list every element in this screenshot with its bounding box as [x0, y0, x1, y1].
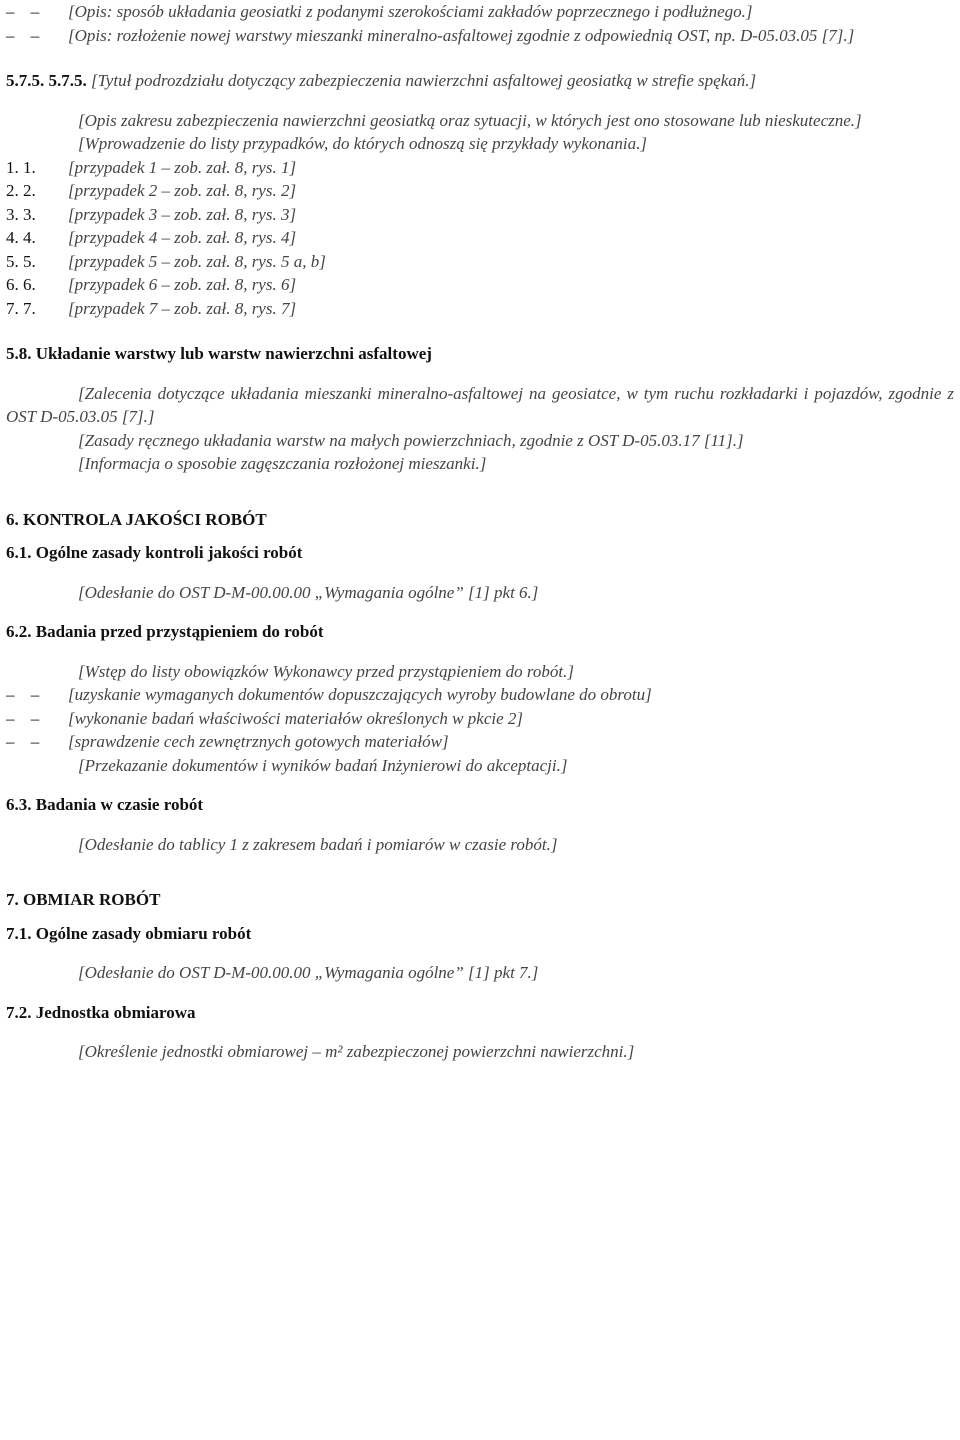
- section-title: [Tytuł podrozdziału dotyczący zabezpieczenia nawierzchni asfaltowej geosiatką w strefie spękań.]: [91, 71, 757, 90]
- list-item-text: [przypadek 4 – zob. zał. 8, rys. 4]: [68, 228, 297, 247]
- paragraph: [Wstęp do listy obowiązków Wykonawcy przed przystąpieniem do robót.]: [78, 661, 574, 681]
- paragraph: [Odesłanie do OST D-M-00.00.00 „Wymagania ogólne” [1] pkt 6.]: [78, 582, 539, 602]
- paragraph: [Określenie jednostki obmiarowej – m² zabezpieczonej powierzchni nawierzchni.]: [78, 1042, 635, 1061]
- list-item: [6, 730, 954, 754]
- list-item-text: [Opis: rozłożenie nowej warstwy mieszanki mineralno-asfaltowej zgodnie z odpowiednią OST, np. D-05.03.05 [7].]: [68, 25, 855, 45]
- paragraph: [Wprowadzenie do listy przypadków, do których odnoszą się przykłady wykonania.]: [78, 134, 647, 153]
- section-6-2-heading: 6.2. Badania przed przystąpieniem do robót: [6, 622, 324, 641]
- section-6-3-heading: 6.3. Badania w czasie robót: [6, 795, 204, 814]
- list-marker: – –: [6, 685, 46, 704]
- section-7-2-heading: 7.2. Jednostka obmiarowa: [6, 1002, 196, 1022]
- list-number: 7. 7.: [6, 298, 36, 318]
- list-item: [6, 250, 954, 274]
- list-marker: – –: [6, 708, 46, 728]
- paragraph: [Informacja o sposobie zagęszczania rozłożonej mieszanki.]: [78, 454, 487, 473]
- section-7-1-heading: 7.1. Ogólne zasady obmiaru robót: [6, 923, 252, 943]
- list-number: 1. 1.: [6, 157, 36, 177]
- section-number: 5.7.5. 5.7.5.: [6, 71, 87, 90]
- paragraph: [Zalecenia dotyczące układania mieszanki mineralno-asfaltowej na geosiatce, w tym ruchu rozkładarki i pojazdów, zgodnie z OST D-05.03.05 [7].]: [6, 383, 954, 426]
- section-5-8-heading: 5.8. Układanie warstwy lub warstw nawierzchni asfaltowej: [6, 344, 432, 363]
- section-5-7-5-heading: [6, 69, 954, 93]
- list-item: [6, 226, 954, 250]
- paragraph: [Przekazanie dokumentów i wyników badań Inżynierowi do akceptacji.]: [78, 755, 568, 775]
- list-item: [6, 156, 954, 180]
- paragraph: [Opis zakresu zabezpieczenia nawierzchni geosiatką oraz sytuacji, w których jest ono stosowane lub nieskuteczne.]: [78, 110, 862, 130]
- list-marker: – –: [6, 2, 46, 21]
- list-marker: – –: [6, 732, 46, 751]
- list-item: [6, 179, 954, 203]
- list-item: [6, 24, 954, 48]
- list-number: 4. 4.: [6, 228, 36, 247]
- list-item: [6, 297, 954, 321]
- numbered-list: [6, 156, 954, 321]
- list-item-text: [przypadek 6 – zob. zał. 8, rys. 6]: [68, 275, 297, 294]
- list-item-text: [przypadek 1 – zob. zał. 8, rys. 1]: [68, 157, 297, 177]
- paragraph: [Zasady ręcznego układania warstw na małych powierzchniach, zgodnie z OST D-05.03.17 [11].]: [78, 430, 744, 450]
- list-item-text: [przypadek 7 – zob. zał. 8, rys. 7]: [68, 298, 297, 318]
- list-number: 2. 2.: [6, 181, 36, 200]
- section-6-heading: 6. KONTROLA JAKOŚCI ROBÓT: [6, 509, 267, 529]
- section-6-1-heading: 6.1. Ogólne zasady kontroli jakości robót: [6, 543, 303, 562]
- list-item: [6, 0, 954, 24]
- list-item-text: [uzyskanie wymaganych dokumentów dopuszczających wyroby budowlane do obrotu]: [68, 685, 652, 704]
- paragraph: [Odesłanie do OST D-M-00.00.00 „Wymagania ogólne” [1] pkt 7.]: [78, 963, 539, 982]
- list-item-text: [sprawdzenie cech zewnętrznych gotowych materiałów]: [68, 732, 449, 751]
- list-item: [6, 683, 954, 707]
- list-item-text: [przypadek 5 – zob. zał. 8, rys. 5 a, b]: [68, 251, 326, 271]
- list-item-text: [Opis: sposób układania geosiatki z podanymi szerokościami zakładów poprzecznego i podłużnego.]: [68, 2, 753, 21]
- paragraph: [Odesłanie do tablicy 1 z zakresem badań i pomiarów w czasie robót.]: [78, 834, 558, 854]
- list-marker: – –: [6, 25, 46, 45]
- list-item-text: [przypadek 3 – zob. zał. 8, rys. 3]: [68, 204, 297, 224]
- list-number: 6. 6.: [6, 275, 36, 294]
- section-7-heading: 7. OBMIAR ROBÓT: [6, 890, 161, 909]
- list-number: 3. 3.: [6, 204, 36, 224]
- list-item-text: [przypadek 2 – zob. zał. 8, rys. 2]: [68, 181, 297, 200]
- list-item: [6, 203, 954, 227]
- list-item-text: [wykonanie badań właściwości materiałów określonych w pkcie 2]: [68, 708, 523, 728]
- list-item: [6, 273, 954, 297]
- list-number: 5. 5.: [6, 251, 36, 271]
- list-item: [6, 707, 954, 731]
